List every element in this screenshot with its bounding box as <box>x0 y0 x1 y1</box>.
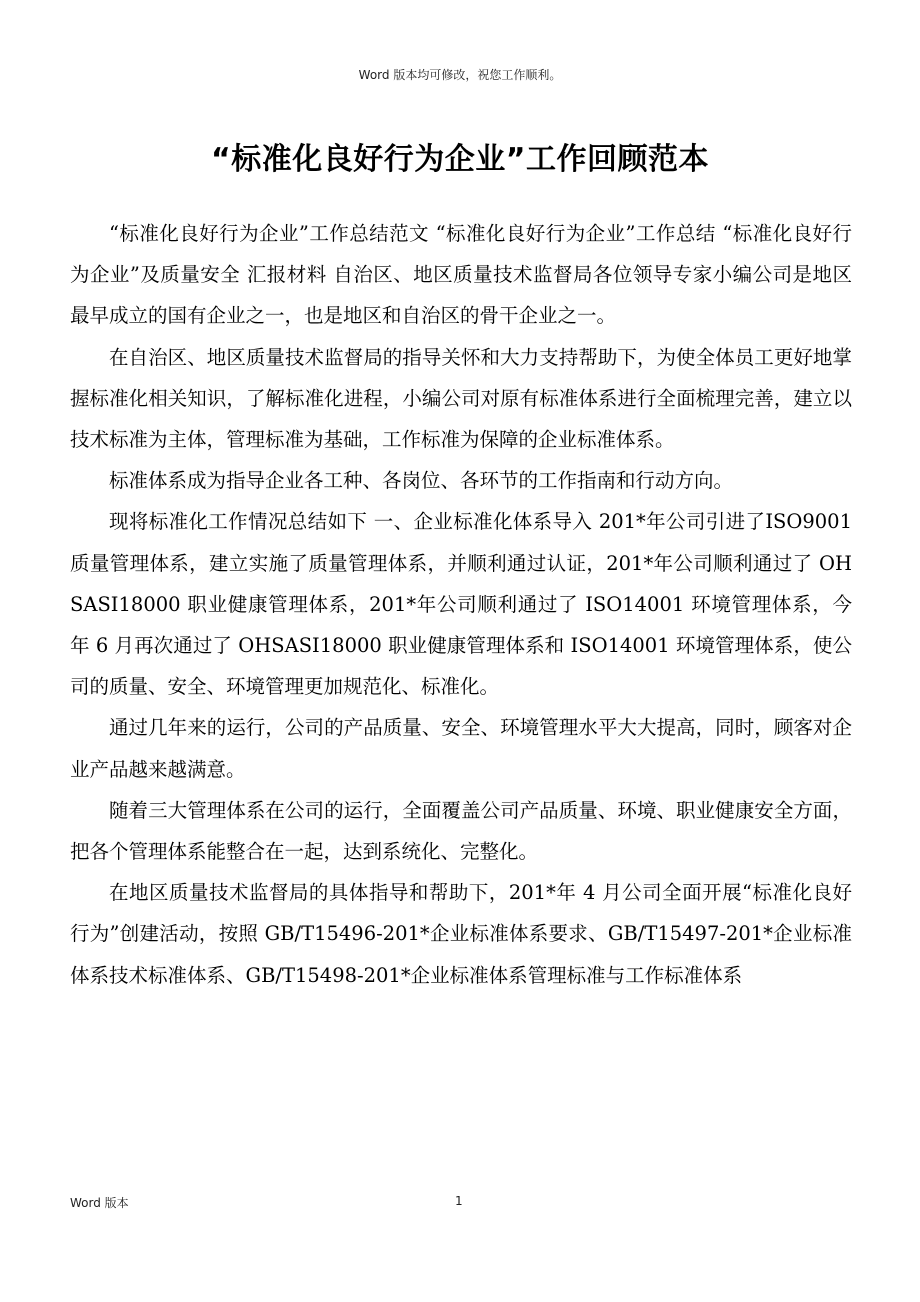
paragraph: 现将标准化工作情况总结如下 一、企业标准化体系导入 201*年公司引进了ISO9001 质量管理体系，建立实施了质量管理体系，并顺利通过认证，201*年公司顺利通过了 OHSASI18000 职业健康管理体系，201*年公司顺利通过了 ISO14001 环境管理体系，今年 6 月再次通过了 OHSASI18000 职业健康管理体系和 ISO14001 环境管理体系，使公司的质量、安全、环境管理更加规范化、标准化。 <box>70 510 852 699</box>
footer-label: Word 版本 <box>70 1196 129 1210</box>
paragraph: “标准化良好行为企业”工作总结范文 “标准化良好行为企业”工作总结 “标准化良好行为企业”及质量安全 汇报材料 自治区、地区质量技术监督局各位领导专家小编公司是地区最早成立的国有企业之一，也是地区和自治区的骨干企业之一。 <box>70 222 852 328</box>
paragraph: 通过几年来的运行，公司的产品质量、安全、环境管理水平大大提高，同时，顾客对企业产品越来越满意。 <box>70 716 852 781</box>
paragraph: 随着三大管理体系在公司的运行，全面覆盖公司产品质量、环境、职业健康安全方面，把各个管理体系能整合在一起，达到系统化、完整化。 <box>70 798 852 864</box>
paragraph: 在地区质量技术监督局的具体指导和帮助下，201*年 4 月公司全面开展“标准化良好行为”创建活动，按照 GB/T15496-201*企业标准体系要求、GB/T15497-201*企业标准体系技术标准体系、GB/T15498-201*企业标准体系管理标准与工作标准体系 <box>70 881 852 987</box>
paragraph: 标准体系成为指导企业各工种、各岗位、各环节的工作指南和行动方向。 <box>109 469 734 493</box>
document-body <box>70 213 852 996</box>
document-title: “标准化良好行为企业”工作回顾范本 <box>211 142 709 177</box>
header-note: Word 版本均可修改，祝您工作顺利。 <box>358 68 562 82</box>
paragraph: 在自治区、地区质量技术监督局的指导关怀和大力支持帮助下，为使全体员工更好地掌握标准化相关知识，了解标准化进程，小编公司对原有标准体系进行全面梳理完善，建立以技术标准为主体，管理标准为基础，工作标准为保障的企业标准体系。 <box>70 345 852 452</box>
page-number: 1 <box>455 1194 463 1208</box>
